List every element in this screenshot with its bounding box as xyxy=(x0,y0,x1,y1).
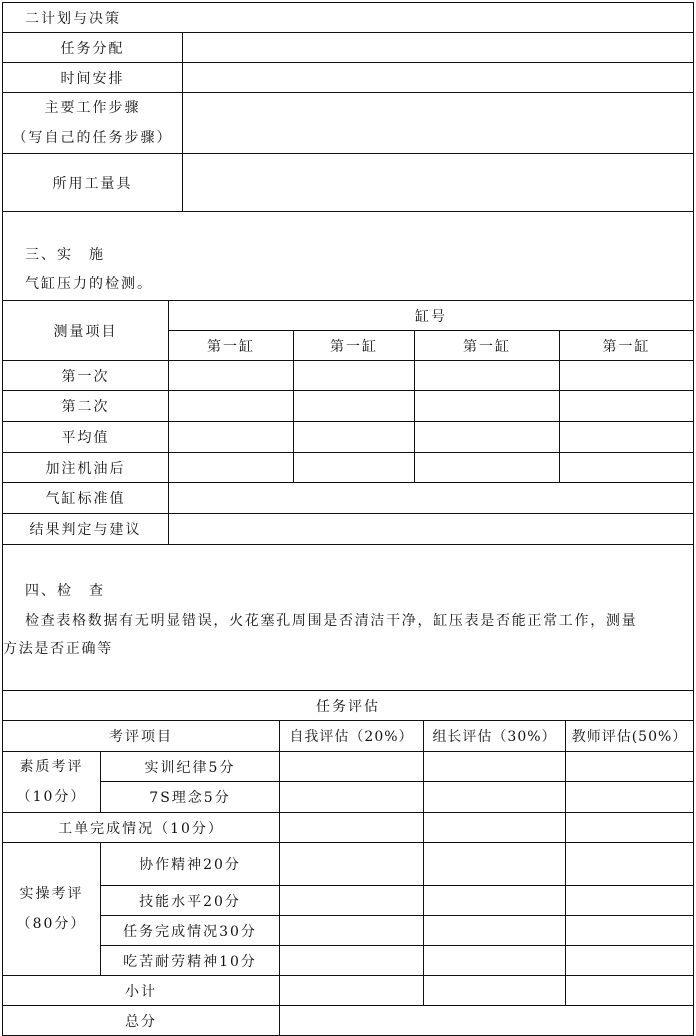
implement-subheading: 气缸压力的检测。 xyxy=(25,276,153,292)
cylinder-group-header: 缸号 xyxy=(169,301,694,331)
score-cell[interactable] xyxy=(280,813,424,843)
quality-label-line1: 素质考评 xyxy=(19,759,84,775)
score-cell[interactable] xyxy=(566,843,694,886)
value-cell[interactable] xyxy=(294,422,415,453)
score-cell[interactable] xyxy=(424,976,566,1006)
eval-item: 吃苦耐劳精神10分 xyxy=(101,946,280,976)
implement-heading: 三、实 施 xyxy=(25,247,105,263)
subtotal-label: 小计 xyxy=(3,976,280,1006)
item-header: 测量项目 xyxy=(3,301,169,361)
check-text-line2: 方法是否正确等 xyxy=(3,641,113,657)
table-row xyxy=(3,391,694,422)
time-schedule-field[interactable] xyxy=(183,63,694,93)
score-cell[interactable] xyxy=(280,976,424,1006)
row-label: 加注机油后 xyxy=(3,453,169,483)
plan-section xyxy=(2,2,694,210)
value-cell[interactable] xyxy=(560,422,694,453)
score-cell[interactable] xyxy=(566,886,694,916)
eval-item: 7S理念5分 xyxy=(101,782,280,813)
task-assignment-label: 任务分配 xyxy=(3,33,183,63)
pressure-table-wrap xyxy=(2,300,694,544)
quality-label xyxy=(3,752,101,813)
score-cell[interactable] xyxy=(280,946,424,976)
value-cell[interactable] xyxy=(560,453,694,483)
row-label: 第二次 xyxy=(3,391,169,422)
cylinder-header: 第一缸 xyxy=(560,331,694,361)
worksheet-page xyxy=(2,2,694,1030)
eval-item-header: 考评项目 xyxy=(3,721,280,752)
cylinder-header: 第一缸 xyxy=(169,331,294,361)
work-steps-field[interactable] xyxy=(183,93,694,154)
score-cell[interactable] xyxy=(566,946,694,976)
score-cell[interactable] xyxy=(280,843,424,886)
work-steps-label-line1: 主要工作步骤 xyxy=(44,100,141,116)
score-cell[interactable] xyxy=(424,843,566,886)
score-cell[interactable] xyxy=(566,976,694,1006)
table-row xyxy=(3,422,694,453)
value-cell[interactable] xyxy=(169,453,294,483)
evaluation-title: 任务评估 xyxy=(3,691,694,721)
work-steps-label xyxy=(3,93,183,154)
value-cell[interactable] xyxy=(169,422,294,453)
score-cell[interactable] xyxy=(424,916,566,946)
check-text-line1: 检查表格数据有无明显错误，火花塞孔周围是否清洁干净，缸压表是否能正常工作，测量 xyxy=(25,613,638,629)
value-cell[interactable] xyxy=(294,391,415,422)
value-cell[interactable] xyxy=(560,391,694,422)
evaluation-table xyxy=(2,690,694,1036)
total-field[interactable] xyxy=(280,1006,694,1036)
practice-label xyxy=(3,843,101,976)
score-cell[interactable] xyxy=(424,946,566,976)
time-schedule-label: 时间安排 xyxy=(3,63,183,93)
quality-label-line2: （10分） xyxy=(16,789,87,805)
score-cell[interactable] xyxy=(280,916,424,946)
value-cell[interactable] xyxy=(294,361,415,391)
standard-value-field[interactable] xyxy=(169,483,694,514)
work-steps-label-line2: （写自己的任务步骤） xyxy=(12,130,173,146)
score-cell[interactable] xyxy=(566,782,694,813)
score-cell[interactable] xyxy=(424,782,566,813)
teacher-eval-header: 教师评估(50%） xyxy=(566,721,694,752)
value-cell[interactable] xyxy=(415,361,560,391)
score-cell[interactable] xyxy=(566,752,694,782)
worksheet-item: 工单完成情况（10分） xyxy=(3,813,280,843)
value-cell[interactable] xyxy=(415,453,560,483)
check-heading: 四、检 查 xyxy=(25,583,105,599)
row-label: 平均值 xyxy=(3,422,169,453)
value-cell[interactable] xyxy=(169,361,294,391)
value-cell[interactable] xyxy=(169,391,294,422)
standard-value-label: 气缸标准值 xyxy=(3,483,169,514)
value-cell[interactable] xyxy=(294,453,415,483)
cylinder-header: 第一缸 xyxy=(294,331,415,361)
result-field[interactable] xyxy=(169,514,694,545)
plan-heading: 二计划与决策 xyxy=(3,3,694,33)
score-cell[interactable] xyxy=(424,813,566,843)
practice-label-line1: 实操考评 xyxy=(19,886,84,902)
value-cell[interactable] xyxy=(560,361,694,391)
tools-field[interactable] xyxy=(183,154,694,212)
value-cell[interactable] xyxy=(415,391,560,422)
eval-item: 技能水平20分 xyxy=(101,886,280,916)
self-eval-header: 自我评估（20%） xyxy=(280,721,424,752)
cylinder-header: 第一缸 xyxy=(415,331,560,361)
task-assignment-field[interactable] xyxy=(183,33,694,63)
table-row xyxy=(3,453,694,483)
table-row xyxy=(3,361,694,391)
score-cell[interactable] xyxy=(424,752,566,782)
practice-label-line2: （80分） xyxy=(16,916,87,932)
total-label: 总分 xyxy=(3,1006,280,1036)
score-cell[interactable] xyxy=(566,813,694,843)
value-cell[interactable] xyxy=(415,422,560,453)
leader-eval-header: 组长评估（30%） xyxy=(424,721,566,752)
row-label: 第一次 xyxy=(3,361,169,391)
score-cell[interactable] xyxy=(280,782,424,813)
implement-intro xyxy=(2,210,694,300)
eval-item: 实训纪律5分 xyxy=(101,752,280,782)
tools-label: 所用工量具 xyxy=(3,154,183,212)
score-cell[interactable] xyxy=(280,752,424,782)
score-cell[interactable] xyxy=(280,886,424,916)
eval-item: 协作精神20分 xyxy=(101,843,280,886)
score-cell[interactable] xyxy=(424,886,566,916)
check-section xyxy=(2,544,694,690)
pressure-table xyxy=(2,300,694,545)
score-cell[interactable] xyxy=(566,916,694,946)
eval-item: 任务完成情况30分 xyxy=(101,916,280,946)
evaluation-wrap xyxy=(2,690,694,1030)
result-label: 结果判定与建议 xyxy=(3,514,169,545)
